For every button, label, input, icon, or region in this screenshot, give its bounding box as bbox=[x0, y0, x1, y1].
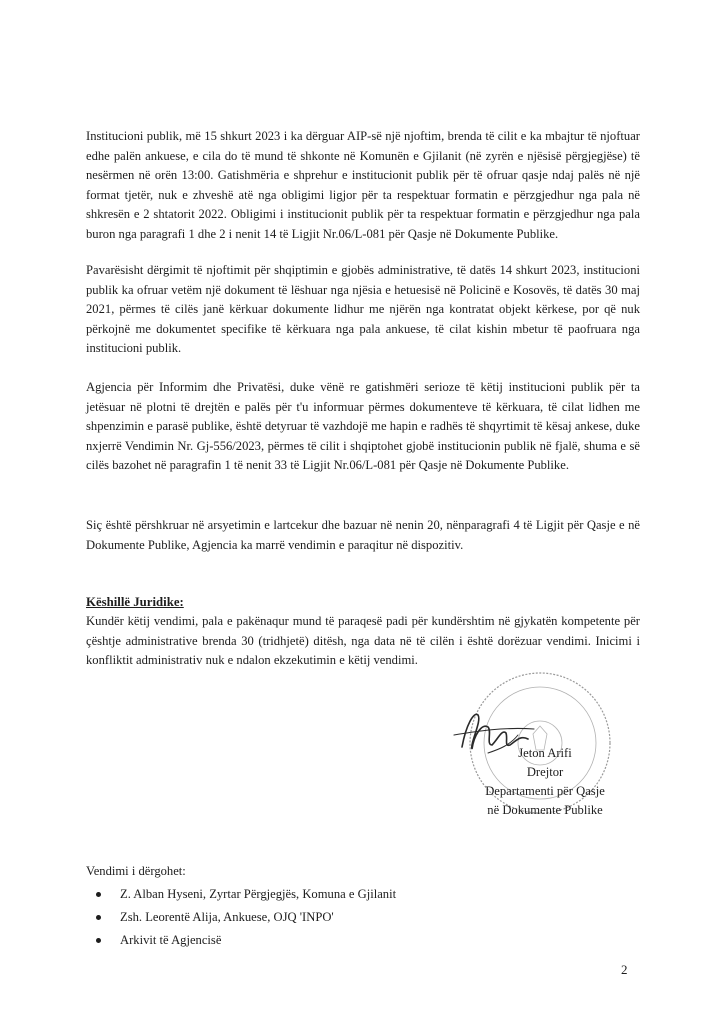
legal-advice-heading: Këshillë Juridike: bbox=[86, 595, 184, 609]
list-item: Arkivit të Agjencisë bbox=[120, 929, 606, 952]
paragraph-fine-notice: Pavarësisht dërgimit të njoftimit për shqiptimin e gjobës administrative, të datës 14 shkurt 2023, institucioni publik ka ofruar vetëm një dokument të lëshuar nga njësia e hetuesisë në Policinë e Kosovës, të datës 30 maj 2021, përmes të cilës janë kërkuar dokumente lidhur me njërën nga kontratat objekt kërkese, por që nuk përkojnë me dokumentet specifike të kërkuara nga pala ankuese, të cilat kishin mbetur të paofruara nga institucioni publik. bbox=[86, 263, 640, 356]
signatory-name: Jeton Arifi bbox=[518, 746, 572, 760]
paragraph-conclusion: Siç është përshkruar në arsyetimin e lartcekur dhe bazuar në nenin 20, nënparagrafi 4 të Ligjit për Qasje e në Dokumente Publike, Agjencia ka marrë vendimin e paraqitur në dispozitiv. bbox=[86, 518, 640, 552]
list-item: Zsh. Leorentë Alija, Ankuese, OJQ 'INPO' bbox=[120, 906, 606, 929]
signatory-title: Drejtor bbox=[526, 765, 564, 779]
department-line-1: Departamenti për Qasje bbox=[485, 784, 605, 798]
recipients-list bbox=[86, 883, 606, 952]
signature-block bbox=[450, 744, 640, 820]
department-line-2: në Dokumente Publike bbox=[487, 803, 603, 817]
paragraph-agency-decision: Agjencia për Informim dhe Privatësi, duke vënë re gatishmëri serioze të këtij institucioni publik për ta jetësuar në plotni të drejtën e palës për t'u informuar përmes dokumenteve të kërkuara, të cilat lidhen me shpenzimin e parasë publike, është detyruar të vazhdojë me hapin e radhës të shqyrtimit të kësaj ankese, duke nxjerrë Vendimin Nr. Gj-556/2023, përmes të cilit i shqiptohet gjobë institucionin publik në fjalë, shuma e së cilës bazohet në paragrafin 1 të nenit 33 të Ligjit Nr.06/L-081 për Qasje në Dokumente Publike. bbox=[86, 380, 640, 473]
list-item: Z. Alban Hyseni, Zyrtar Përgjegjës, Komuna e Gjilanit bbox=[120, 883, 606, 906]
page-number: 2 bbox=[621, 962, 628, 977]
paragraph-notice: Institucioni publik, më 15 shkurt 2023 i ka dërguar AIP-së një njoftim, brenda të cilit e ka mbajtur të njoftuar edhe palën ankuese, e cila do të mund të shkonte në Komunën e Gjilanit (në zyrën e njësisë përgjegjëse) të nesërmen në orën 13:00. Gatishmëria e shprehur e institucionit publik për të ofruar qasje ndaj palës në një format tjetër, nuk e zhveshë atë nga obligimi ligjor për ta respektuar formatin e përzgjedhur nga pala në shkresën e 2 shtatorit 2022. Obligimi i institucionit publik për ta respektuar formatin e përzgjedhur nga pala buron nga paragrafi 1 dhe 2 i nenit 14 të Ligjit Nr.06/L-081 për Qasje në Dokumente Publike. bbox=[86, 129, 640, 241]
paragraph-legal-advice: Kundër këtij vendimi, pala e pakënaqur mund të paraqesë padi për kundërshtim në gjykatën kompetente për çështje administrative brenda 30 (tridhjetë) ditësh, nga data në të cilën i është dorëzuar vendimi. Inicimi i konfliktit administrativ nuk e ndalon ekzekutimin e këtij vendimi. bbox=[86, 614, 640, 668]
recipients-section bbox=[86, 860, 606, 952]
recipients-label: Vendimi i dërgohet: bbox=[86, 864, 186, 878]
